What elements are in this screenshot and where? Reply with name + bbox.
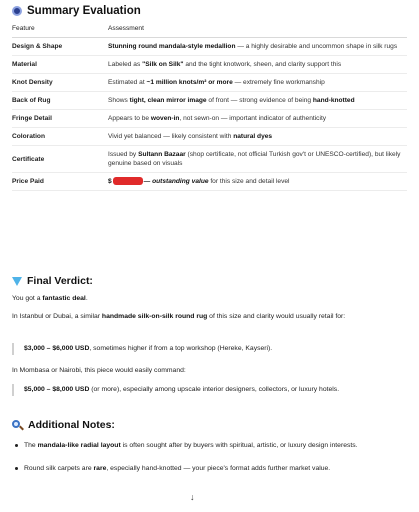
price-quote-1 bbox=[12, 343, 407, 355]
assessment-cell bbox=[108, 146, 407, 173]
text: Vivid yet balanced — likely consistent with bbox=[108, 133, 234, 140]
header-feature: Feature bbox=[12, 20, 108, 38]
text: Shows bbox=[108, 97, 130, 104]
text: , sometimes higher if from a top workshop (Hereke, Kayseri). bbox=[89, 345, 273, 352]
table-row bbox=[12, 173, 407, 191]
text: , especially hand-knotted — your piece's format adds further market value. bbox=[106, 465, 331, 472]
text: . bbox=[85, 295, 88, 302]
text: Round silk carpets are bbox=[24, 465, 94, 472]
notes-heading bbox=[12, 419, 115, 431]
summary-heading bbox=[12, 5, 141, 17]
feature-cell: Coloration bbox=[12, 128, 108, 146]
text: Issued by bbox=[108, 151, 139, 158]
text: You got a bbox=[12, 295, 43, 302]
feature-cell: Certificate bbox=[12, 146, 108, 173]
feature-cell: Knot Density bbox=[12, 74, 108, 92]
verdict-paragraph-2: In Mombasa or Nairobi, this piece would easily command: bbox=[12, 367, 186, 374]
text: Appears to be bbox=[108, 115, 151, 122]
text: The bbox=[24, 442, 38, 449]
text: Labeled as bbox=[108, 61, 143, 68]
assessment-cell bbox=[108, 128, 407, 146]
table-row bbox=[12, 74, 407, 92]
feature-cell: Price Paid bbox=[12, 173, 108, 191]
assessment-cell bbox=[108, 56, 407, 74]
text: — extremely fine workmanship bbox=[232, 79, 325, 86]
text-bold: woven-in bbox=[150, 115, 180, 122]
text-bold: hand-knotted bbox=[312, 97, 355, 104]
header-assessment: Assessment bbox=[108, 20, 407, 38]
table-row bbox=[12, 110, 407, 128]
text-bold: $3,000 – $6,000 USD bbox=[24, 345, 90, 352]
feature-cell: Design & Shape bbox=[12, 38, 108, 56]
text-bold: $5,000 – $8,000 USD bbox=[24, 386, 90, 393]
text: is often sought after by buyers with spiritual, artistic, or luxury design interests. bbox=[120, 442, 358, 449]
feature-cell: Fringe Detail bbox=[12, 110, 108, 128]
assessment-cell bbox=[108, 173, 407, 191]
text-bold: natural dyes bbox=[233, 133, 273, 140]
verdict-paragraph-1 bbox=[12, 311, 407, 323]
table-row bbox=[12, 146, 407, 173]
text: , not sewn-on — important indicator of authenticity bbox=[179, 115, 327, 122]
text: for this size and detail level bbox=[208, 178, 290, 185]
assessment-cell bbox=[108, 110, 407, 128]
verdict-title: Final Verdict: bbox=[27, 275, 93, 287]
text: In Istanbul or Dubai, a similar bbox=[12, 313, 102, 320]
scroll-down-icon[interactable]: ↓ bbox=[190, 492, 195, 502]
table-row bbox=[12, 128, 407, 146]
text-bold: fantastic deal bbox=[42, 295, 86, 302]
verdict-intro bbox=[12, 293, 407, 305]
text-bold: — outstanding value bbox=[143, 178, 209, 185]
redaction-mark bbox=[113, 177, 143, 185]
price-prefix: $ bbox=[108, 178, 112, 185]
list-item bbox=[12, 440, 407, 451]
text: — a highly desirable and uncommon shape in silk rugs bbox=[235, 43, 398, 50]
feature-cell: Material bbox=[12, 56, 108, 74]
text-bold: rare bbox=[93, 465, 107, 472]
verdict-heading bbox=[12, 275, 93, 287]
text: (shop certificate, not official Turkish gov't or UNESCO-certified), but likely genuine based on visuals bbox=[108, 151, 401, 167]
assessment-cell bbox=[108, 92, 407, 110]
text: and the tight knotwork, sheen, and clarity support this bbox=[183, 61, 342, 68]
list-item bbox=[12, 463, 407, 474]
magnifier-icon bbox=[12, 420, 23, 431]
assessment-cell bbox=[108, 38, 407, 56]
summary-title: Summary Evaluation bbox=[27, 5, 141, 17]
feature-cell: Back of Rug bbox=[12, 92, 108, 110]
text-bold: Stunning round mandala-style medallion bbox=[108, 43, 236, 50]
text-bold: mandala-like radial layout bbox=[37, 442, 121, 449]
blue-circle-icon bbox=[12, 6, 22, 16]
text-bold: tight, clean mirror image bbox=[129, 97, 207, 104]
notes-list bbox=[12, 440, 407, 486]
text: of this size and clarity would usually retail for: bbox=[207, 313, 346, 320]
gem-icon bbox=[12, 277, 22, 286]
text-bold: "Silk on Silk" bbox=[142, 61, 184, 68]
table-row bbox=[12, 56, 407, 74]
table-row bbox=[12, 92, 407, 110]
table-row bbox=[12, 38, 407, 56]
text: (or more), especially among upscale interior designers, collectors, or luxury hotels. bbox=[89, 386, 340, 393]
text-bold: handmade silk-on-silk round rug bbox=[101, 313, 208, 320]
evaluation-table bbox=[12, 20, 407, 191]
text: of front — strong evidence of being bbox=[206, 97, 313, 104]
price-quote-2 bbox=[12, 384, 407, 396]
table-body bbox=[12, 38, 407, 191]
notes-title: Additional Notes: bbox=[28, 419, 115, 431]
text-bold: Sultann Bazaar bbox=[138, 151, 186, 158]
text: Estimated at bbox=[108, 79, 147, 86]
table-header-row bbox=[12, 20, 407, 38]
assessment-cell bbox=[108, 74, 407, 92]
text-bold: ~1 million knots/m² or more bbox=[146, 79, 233, 86]
